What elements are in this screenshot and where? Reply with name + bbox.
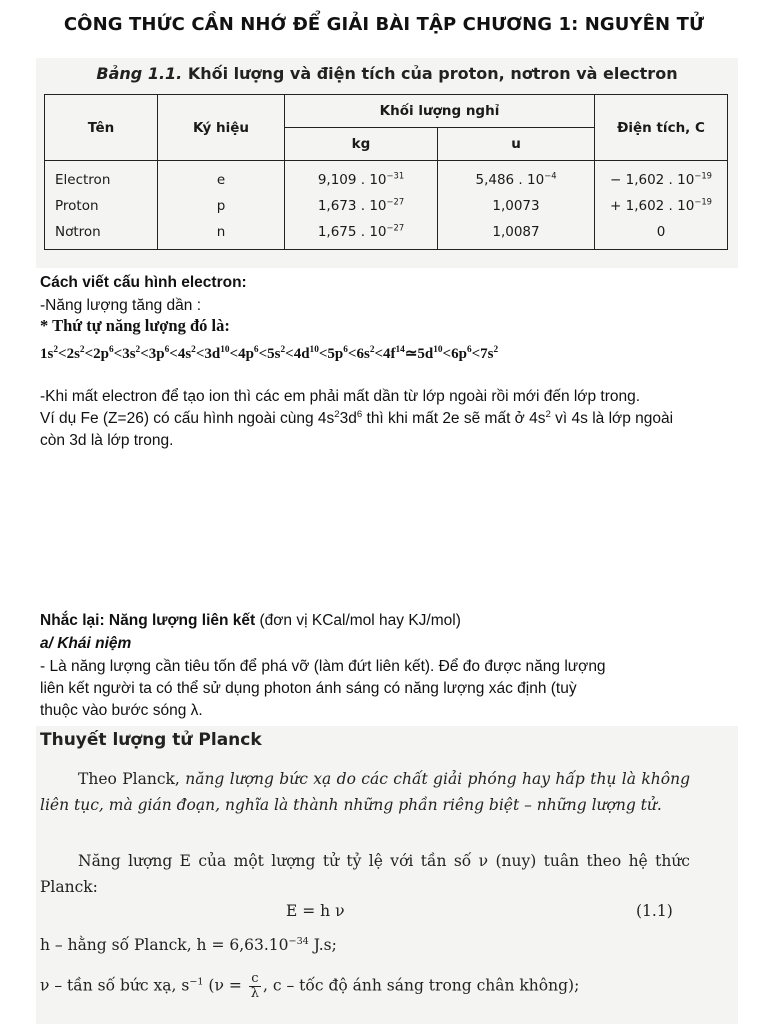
- orbital-electron-count: 6: [343, 345, 348, 355]
- orbital-term: 3p: [148, 346, 165, 362]
- charge-mantissa: + 1,602 . 10: [610, 198, 695, 214]
- mass-u-mantissa: 1,0087: [492, 224, 540, 240]
- order-symbol: <: [285, 346, 294, 362]
- order-symbol: ≃: [404, 346, 418, 362]
- ion-text: 3d: [339, 410, 357, 427]
- orbital-term: 4s: [177, 346, 192, 362]
- mass-u: [438, 193, 595, 219]
- bond-line-1: - Là năng lượng cần tiêu tốn để phá vỡ (làm đứt liên kết). Để đo được năng lượng: [40, 658, 606, 675]
- particle-name: Nơtron: [45, 219, 158, 250]
- ion-text: thì khi mất 2e sẽ mất ở 4s: [362, 410, 546, 427]
- orbital-term: 5d: [417, 346, 434, 362]
- ion-text: vì 4s là lớp ngoài: [550, 410, 674, 427]
- planck-scan: [36, 726, 738, 1024]
- bond-recall-label: Nhắc lại: Năng lượng liên kết: [40, 612, 256, 629]
- bond-recall-line: [40, 610, 740, 632]
- orbital-electron-count: 2: [53, 345, 58, 355]
- orbital-electron-count: 6: [108, 345, 114, 355]
- order-symbol: <: [318, 346, 328, 362]
- orbital-term: 3d: [204, 346, 221, 362]
- orbital-electron-count: 6: [466, 345, 472, 355]
- order-symbol: <: [84, 346, 94, 362]
- orbital-electron-count: 2: [369, 345, 375, 355]
- planck-heading: Thuyết lượng tử Planck: [40, 730, 262, 750]
- planck-p1-italic: năng lượng bức xạ do các chất giải phóng hay hấp thụ là không liên tục, mà gián đoạn, nghĩa là thành những phần riêng biệt – những lượng tử.: [40, 770, 690, 814]
- orbital-term: 4d: [293, 346, 310, 362]
- orbital-electron-count: 10: [220, 345, 230, 355]
- planck-paragraph-1: [40, 766, 690, 818]
- bond-definition: [40, 656, 740, 722]
- table-row: [45, 219, 728, 250]
- order-symbol: <: [195, 346, 205, 362]
- orbital-electron-count: 2: [280, 345, 286, 355]
- orbital-electron-count: 2: [135, 345, 141, 355]
- energy-order-heading: * Thứ tự năng lượng đó là:: [40, 316, 230, 335]
- charge-exponent: −19: [694, 196, 712, 207]
- order-symbol: <: [229, 346, 239, 362]
- planck-h-definition: [40, 932, 337, 958]
- orbital-electron-count: 14: [395, 345, 405, 355]
- particle-name: Electron: [45, 161, 158, 194]
- orbital-electron-count: 10: [433, 345, 443, 355]
- ion-sup: 2: [334, 408, 340, 420]
- orbital-term: 1s: [40, 346, 54, 362]
- order-symbol: <: [442, 346, 452, 362]
- config-heading: Cách viết cấu hình electron:: [40, 274, 247, 291]
- orbital-term: 5p: [327, 346, 344, 362]
- orbital-term: 3s: [122, 346, 136, 362]
- table-row: [45, 161, 728, 194]
- orbital-term: 2s: [66, 346, 80, 362]
- mass-u-exponent: −4: [544, 170, 557, 181]
- equation-number: (1.1): [636, 902, 673, 920]
- orbital-term: 4p: [238, 346, 254, 362]
- nu-def-text: ν – tần số bức xạ, s: [40, 976, 190, 995]
- mass-kg-mantissa: 1,673 . 10: [317, 198, 387, 214]
- particle-symbol: e: [158, 161, 285, 194]
- table-row: [45, 193, 728, 219]
- mass-u-mantissa: 1,0073: [492, 198, 540, 214]
- charge-exponent: −19: [694, 170, 712, 181]
- energy-rising-line: -Năng lượng tăng dần :: [40, 297, 202, 314]
- bond-concept-heading: a/ Khái niệm: [40, 635, 132, 652]
- orbital-term: 2p: [93, 346, 109, 362]
- nu-fraction: [249, 972, 261, 1001]
- bond-recall-unit: (đơn vị KCal/mol hay KJ/mol): [255, 612, 461, 629]
- bond-line-3: thuộc vào bước sóng λ.: [40, 702, 203, 719]
- charge: [595, 161, 728, 194]
- energy-order-sequence: [40, 342, 498, 366]
- orbital-electron-count: 2: [493, 345, 499, 355]
- charge: [595, 219, 728, 250]
- header-symbol: Ký hiệu: [158, 95, 285, 161]
- ion-sup: 2: [545, 408, 551, 420]
- bond-line-2: liên kết người ta có thể sử dụng photon ánh sáng có năng lượng xác định (tuỳ: [40, 680, 577, 697]
- orbital-electron-count: 2: [191, 345, 196, 355]
- order-symbol: <: [113, 346, 123, 362]
- mass-u-mantissa: 5,486 . 10: [475, 172, 545, 188]
- header-kg: kg: [285, 128, 438, 161]
- mass-kg: [285, 161, 438, 194]
- orbital-electron-count: 6: [253, 345, 259, 355]
- charge-mantissa: 0: [656, 224, 666, 240]
- orbital-term: 4f: [383, 346, 396, 362]
- fraction-numerator: c: [249, 972, 261, 987]
- ion-line-3: còn 3d là lớp trong.: [40, 432, 174, 449]
- table-caption-label: Bảng 1.1.: [96, 64, 183, 83]
- mass-kg-exponent: −31: [386, 170, 405, 181]
- ion-line-2: [40, 408, 740, 430]
- mass-kg-mantissa: 9,109 . 10: [317, 172, 387, 188]
- order-symbol: <: [140, 346, 149, 362]
- header-u: u: [438, 128, 595, 161]
- ion-paragraph: [40, 386, 740, 452]
- planck-nu-definition: [40, 972, 579, 1001]
- table-caption: [36, 64, 738, 83]
- mass-u: [438, 219, 595, 250]
- h-def-unit: J.s;: [308, 936, 337, 954]
- orbital-term: 7s: [480, 346, 494, 362]
- orbital-term: 5s: [267, 346, 281, 362]
- mass-kg-exponent: −27: [386, 222, 405, 233]
- nu-def-rest: , c – tốc độ ánh sáng trong chân không);: [263, 976, 580, 995]
- page-title: CÔNG THỨC CẦN NHỚ ĐỂ GIẢI BÀI TẬP CHƯƠNG 1: NGUYÊN TỬ: [63, 14, 705, 35]
- particle-table: [44, 94, 728, 250]
- particle-symbol: n: [158, 219, 285, 250]
- mass-kg: [285, 193, 438, 219]
- nu-def-exponent: −1: [189, 976, 204, 988]
- header-charge: Điện tích, C: [595, 95, 728, 161]
- table-caption-text: Khối lượng và điện tích của proton, nơtron và electron: [187, 64, 678, 83]
- orbital-electron-count: 2: [79, 345, 85, 355]
- mass-kg-mantissa: 1,675 . 10: [317, 224, 387, 240]
- orbital-electron-count: 10: [309, 345, 319, 355]
- mass-kg: [285, 219, 438, 250]
- planck-p1-prefix: Theo Planck,: [78, 770, 186, 788]
- particle-table-scan: [36, 58, 738, 268]
- header-rest-mass: Khối lượng nghỉ: [285, 95, 595, 128]
- ion-sup: 6: [356, 408, 363, 420]
- charge: [595, 193, 728, 219]
- fraction-denominator: λ: [250, 986, 259, 1001]
- order-symbol: <: [471, 346, 481, 362]
- h-def-exponent: −34: [288, 935, 309, 947]
- order-symbol: <: [169, 346, 178, 362]
- nu-def-open: (ν =: [203, 976, 247, 995]
- equation-formula: E = h ν: [286, 902, 345, 920]
- orbital-term: 6p: [451, 346, 467, 362]
- ion-line-1: -Khi mất electron để tạo ion thì các em phải mất dần từ lớp ngoài rồi mới đến lớp trong.: [40, 388, 641, 405]
- charge-mantissa: − 1,602 . 10: [610, 172, 695, 188]
- particle-symbol: p: [158, 193, 285, 219]
- mass-kg-exponent: −27: [386, 196, 405, 207]
- order-symbol: <: [58, 346, 67, 362]
- particle-name: Proton: [45, 193, 158, 219]
- mass-u: [438, 161, 595, 194]
- order-symbol: <: [347, 346, 357, 362]
- orbital-term: 6s: [356, 346, 370, 362]
- planck-paragraph-2: Năng lượng E của một lượng tử tỷ lệ với tần số ν (nuy) tuân theo hệ thức Planck:: [40, 852, 690, 896]
- header-name: Tên: [45, 95, 158, 161]
- ion-text: Ví dụ Fe (Z=26) có cấu hình ngoài cùng 4s: [40, 410, 335, 427]
- h-def-text: h – hằng số Planck, h = 6,63.10: [40, 936, 289, 954]
- order-symbol: <: [258, 346, 268, 362]
- orbital-electron-count: 6: [164, 345, 170, 355]
- order-symbol: <: [374, 346, 384, 362]
